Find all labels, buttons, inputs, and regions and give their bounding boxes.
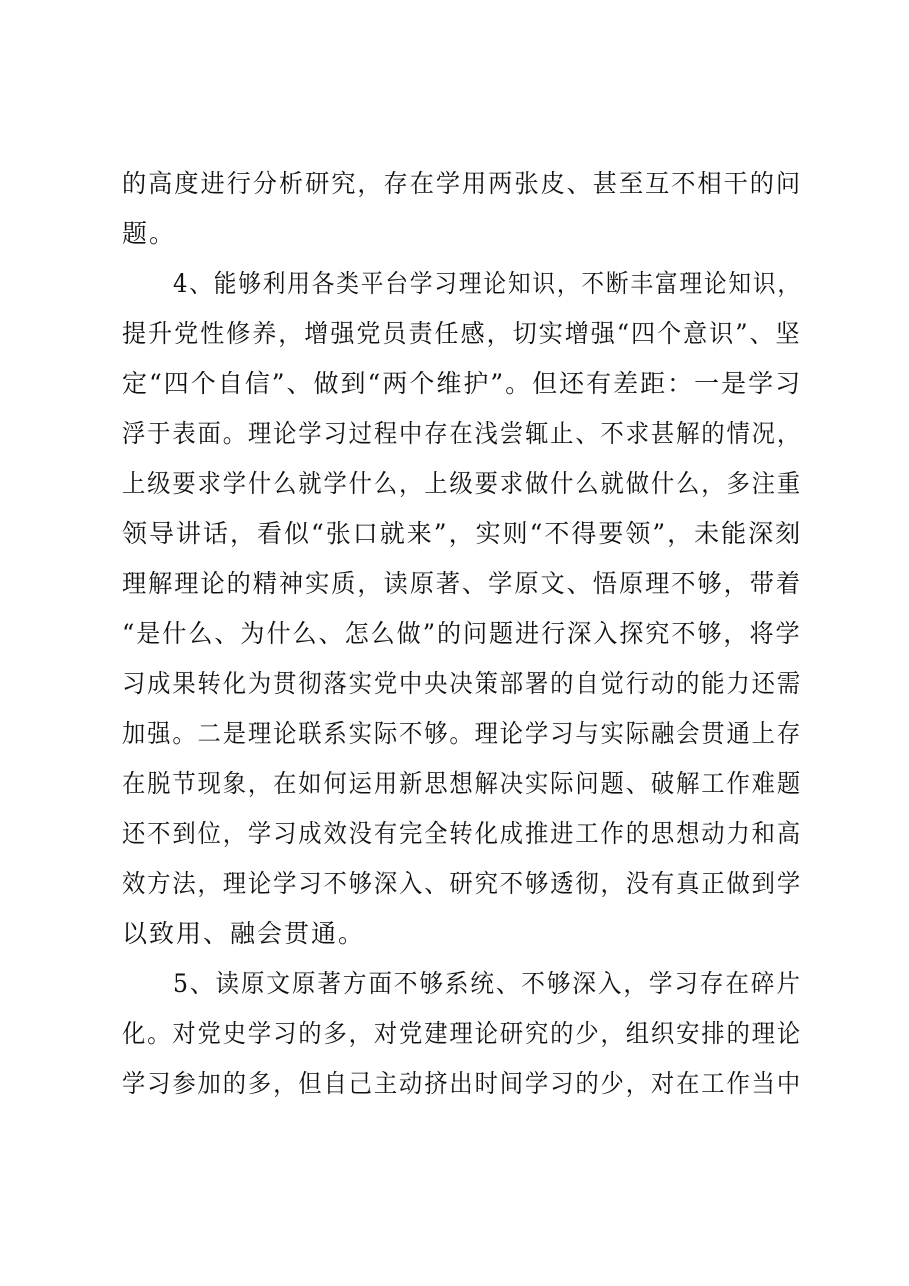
text-line: 定“四个自信”、做到“两个维护”。但还有差距：一是学习 (122, 369, 803, 398)
paragraph-5-first-line: 5、读原文原著方面不够系统、不够深入，学习存在碎片 (173, 969, 802, 998)
text-line: 习成果转化为贯彻落实党中央决策部署的自觉行动的能力还需 (122, 669, 803, 698)
text-line: 的高度进行分析研究，存在学用两张皮、甚至互不相干的问 (122, 169, 803, 198)
text-line: “是什么、为什么、怎么做”的问题进行深入探究不够，将学 (122, 619, 802, 648)
text-line: 化。对党史学习的多，对党建理论研究的少，组织安排的理论 (122, 1019, 803, 1048)
text-line: 效方法，理论学习不够深入、研究不够透彻，没有真正做到学 (122, 869, 803, 898)
text-line: 上级要求学什么就学什么，上级要求做什么就做什么，多注重 (122, 469, 803, 498)
text-line: 还不到位，学习成效没有完全转化成推进工作的思想动力和高 (122, 819, 803, 848)
text-line: 理解理论的精神实质，读原著、学原文、悟原理不够，带着 (122, 569, 803, 598)
text-line: 以致用、融会贯通。 (122, 919, 366, 948)
text-line: 加强。二是理论联系实际不够。理论学习与实际融会贯通上存 (122, 719, 803, 748)
paragraph-4-first-line: 4、能够利用各类平台学习理论知识，不断丰富理论知识， (173, 269, 802, 298)
text-line: 领导讲话，看似“张口就来”，实则“不得要领”，未能深刻 (122, 519, 803, 548)
text-line: 在脱节现象，在如何运用新思想解决实际问题、破解工作难题 (122, 769, 803, 798)
text-line: 学习参加的多，但自己主动挤出时间学习的少，对在工作当中 (122, 1069, 803, 1098)
text-line: 提升党性修养，增强党员责任感，切实增强“四个意识”、坚 (122, 319, 802, 348)
text-line: 浮于表面。理论学习过程中存在浅尝辄止、不求甚解的情况， (122, 419, 803, 448)
text-line: 题。 (122, 219, 177, 248)
